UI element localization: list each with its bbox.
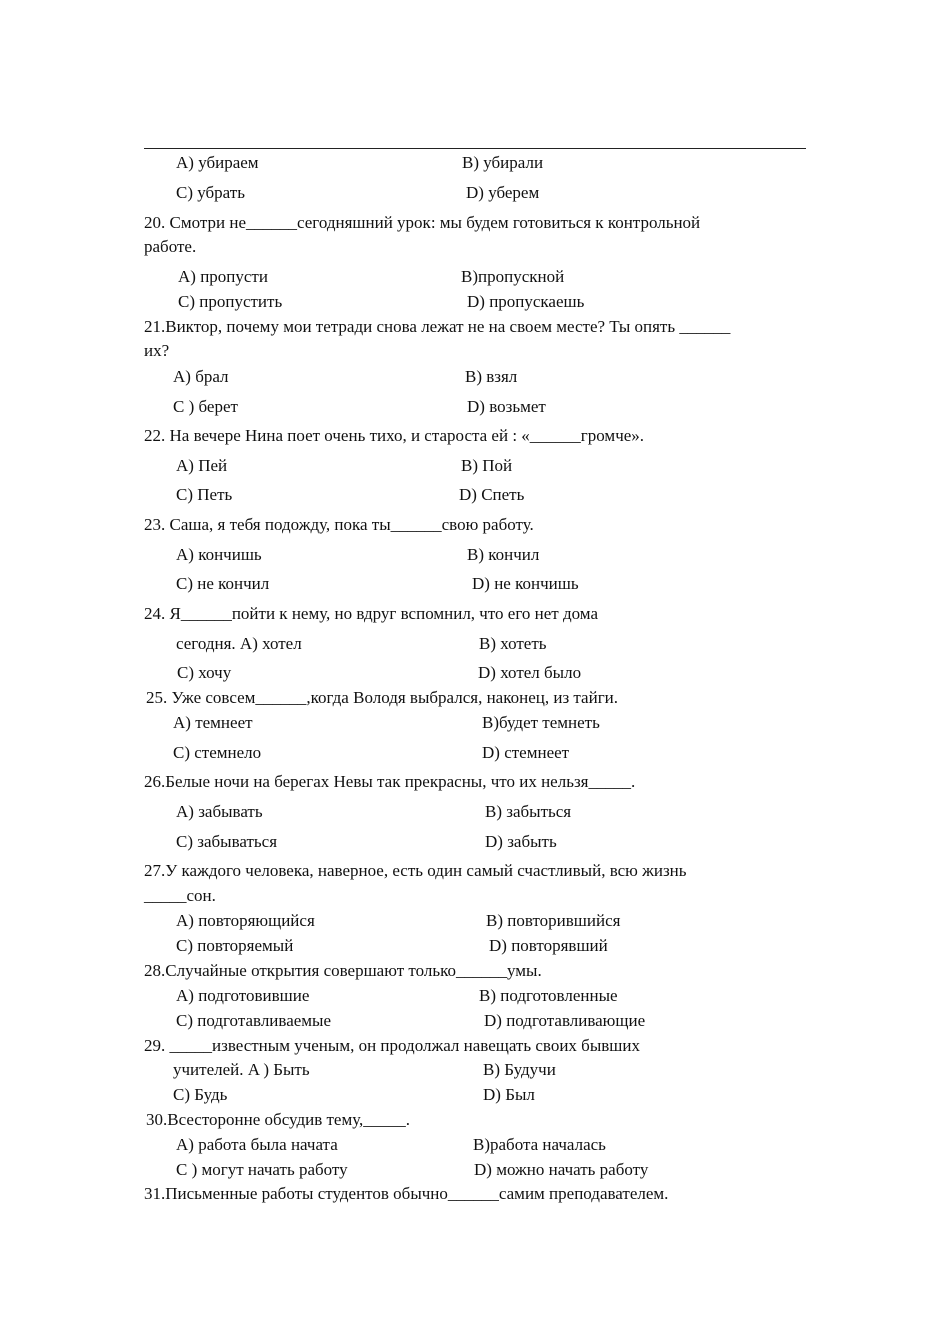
option-b: B)работа началась — [473, 1135, 606, 1154]
option-a: A) кончишь — [176, 545, 262, 564]
option-d: D) повторявший — [489, 936, 608, 955]
option-b: B) хотеть — [479, 634, 547, 653]
option-c: C ) могут начать работу — [176, 1160, 348, 1179]
option-a: A) убираем — [176, 153, 259, 172]
question-21: 21.Виктор, почему мои тетради снова лежат не на своем месте? Ты опять ______ — [144, 317, 731, 336]
option-c: C) Петь — [176, 485, 233, 504]
option-c: C) пропустить — [178, 292, 283, 311]
question-23: 23. Саша, я тебя подожду, пока ты______свою работу. — [144, 515, 534, 534]
option-d: D) возьмет — [467, 397, 546, 416]
option-b: B) Пой — [461, 456, 513, 475]
option-a: A) пропусти — [178, 267, 268, 286]
option-c: C) подготавливаемые — [176, 1011, 332, 1030]
question-27: 27.У каждого человека, наверное, есть один самый счастливый, всю жизнь — [144, 861, 687, 880]
option-d: D) уберем — [466, 183, 540, 202]
question-30: 30.Всесторонне обсудив тему,_____. — [146, 1110, 411, 1129]
question-29-cont-option-a: учителей. A ) Быть — [173, 1060, 310, 1079]
question-27-cont: _____сон. — [144, 886, 216, 905]
option-d: D) не кончишь — [472, 574, 579, 593]
option-b: B) кончил — [467, 545, 540, 564]
option-c: C) повторяемый — [176, 936, 294, 955]
option-b: B) повторившийся — [486, 911, 621, 930]
question-24: 24. Я______пойти к нему, но вдруг вспомнил, что его нет дома — [144, 604, 598, 623]
question-20-cont: работе. — [144, 237, 197, 256]
question-26: 26.Белые ночи на берегах Невы так прекрасны, что их нельзя_____. — [144, 772, 636, 791]
option-d: D) стемнеет — [482, 743, 570, 762]
option-c: C) хочу — [177, 663, 232, 682]
option-a: A) подготовившие — [176, 986, 310, 1005]
question-31: 31.Письменные работы студентов обычно______самим преподавателем. — [144, 1184, 669, 1203]
option-d: D) пропускаешь — [467, 292, 585, 311]
option-c: C) стемнело — [173, 743, 262, 762]
option-b: B) забыться — [485, 802, 572, 821]
question-28: 28.Случайные открытия совершают только______умы. — [144, 961, 542, 980]
option-a: A) забывать — [176, 802, 263, 821]
option-a: A) темнеет — [173, 713, 253, 732]
question-22: 22. На вечере Нина поет очень тихо, и староста ей : «______громче». — [144, 426, 645, 445]
option-d: D) Спеть — [459, 485, 525, 504]
option-a: A) повторяющийся — [176, 911, 315, 930]
question-21-cont: их? — [144, 341, 170, 360]
top-rule — [144, 148, 806, 149]
option-b: B)пропускной — [461, 267, 565, 286]
option-b: B) взял — [465, 367, 518, 386]
option-d: D) Был — [483, 1085, 535, 1104]
option-d: D) подготавливающие — [484, 1011, 646, 1030]
question-24-cont-option-a: сегодня. A) хотел — [176, 634, 302, 653]
option-a: A) брал — [173, 367, 229, 386]
option-d: D) хотел было — [478, 663, 582, 682]
option-c: C) не кончил — [176, 574, 270, 593]
option-a: A) работа была начата — [176, 1135, 338, 1154]
option-a: A) Пей — [176, 456, 228, 475]
option-b: B) Будучи — [483, 1060, 556, 1079]
option-c: C) Будь — [173, 1085, 228, 1104]
option-d: D) забыть — [485, 832, 557, 851]
question-25: 25. Уже совсем______,когда Володя выбрался, наконец, из тайги. — [146, 688, 619, 707]
option-c: C) забываться — [176, 832, 278, 851]
option-c: C ) берет — [173, 397, 238, 416]
question-29: 29. _____известным ученым, он продолжал навещать своих бывших — [144, 1036, 640, 1055]
option-c: C) убрать — [176, 183, 245, 202]
option-b: B)будет темнеть — [482, 713, 600, 732]
option-b: B) убирали — [462, 153, 544, 172]
question-20: 20. Смотри не______сегодняшний урок: мы будем готовиться к контрольной — [144, 213, 701, 232]
option-d: D) можно начать работу — [474, 1160, 649, 1179]
option-b: B) подготовленные — [479, 986, 618, 1005]
